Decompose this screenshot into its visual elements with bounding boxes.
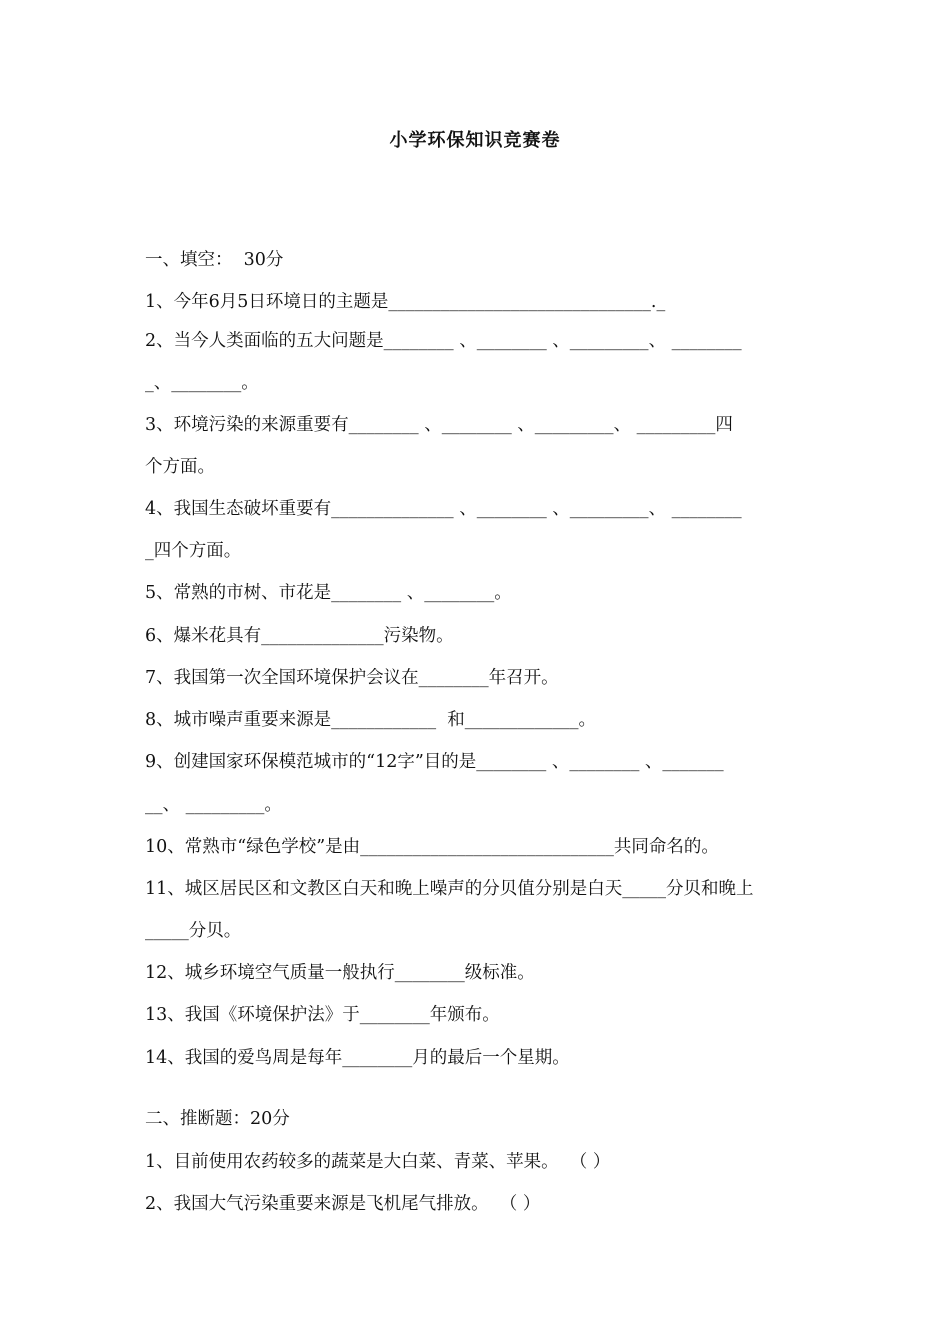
section-2-heading: 二、推断题：20分 [145, 1109, 290, 1129]
question-line: 个方面。 [145, 457, 215, 477]
question-line: 3、环境污染的来源重要有________ 、________ 、_________、 _________四 [145, 415, 733, 435]
question-line: 7、我国第一次全国环境保护会议在________年召开。 [145, 668, 559, 688]
question-line: 4、我国生态破坏重要有______________ 、________ 、_________、 ________ [145, 499, 742, 519]
question-line: 2、当今人类面临的五大问题是________ 、________ 、_________、 ________ [145, 331, 742, 351]
question-line: 10、常熟市“绿色学校”是由_____________________________共同命名的。 [145, 837, 719, 857]
section-1-heading: 一、填空： 30分 [145, 250, 284, 270]
question-line: 5、常熟的市树、市花是________ 、________。 [145, 583, 512, 603]
question-line: 2、我国大气污染重要来源是飞机尾气排放。 （ ） [145, 1194, 541, 1214]
question-line: 14、我国的爱鸟周是每年________月的最后一个星期。 [145, 1048, 570, 1068]
question-line: 8、城市噪声重要来源是____________ 和_____________。 [145, 710, 597, 730]
question-line: 12、城乡环境空气质量一般执行________级标准。 [145, 963, 535, 983]
exam-title: 小学环保知识竞赛卷 [389, 130, 561, 151]
question-line: _____分贝。 [145, 921, 242, 941]
question-line: _、________。 [145, 373, 259, 393]
question-line: __、 _________。 [145, 795, 282, 815]
question-line: 1、今年6月5日环境日的主题是______________________________._ [145, 292, 666, 312]
question-line: 13、我国《环境保护法》于________年颁布。 [145, 1005, 500, 1025]
question-line: _四个方面。 [145, 541, 242, 561]
question-line: 11、城区居民区和文教区白天和晚上噪声的分贝值分别是白天_____分贝和晚上 [145, 879, 754, 899]
question-line: 6、爆米花具有______________污染物。 [145, 626, 454, 646]
question-line: 9、创建国家环保模范城市的“12字”目的是________ 、________ 、_______ [145, 752, 724, 772]
question-line: 1、目前使用农药较多的蔬菜是大白菜、青菜、苹果。 （ ） [145, 1152, 611, 1172]
